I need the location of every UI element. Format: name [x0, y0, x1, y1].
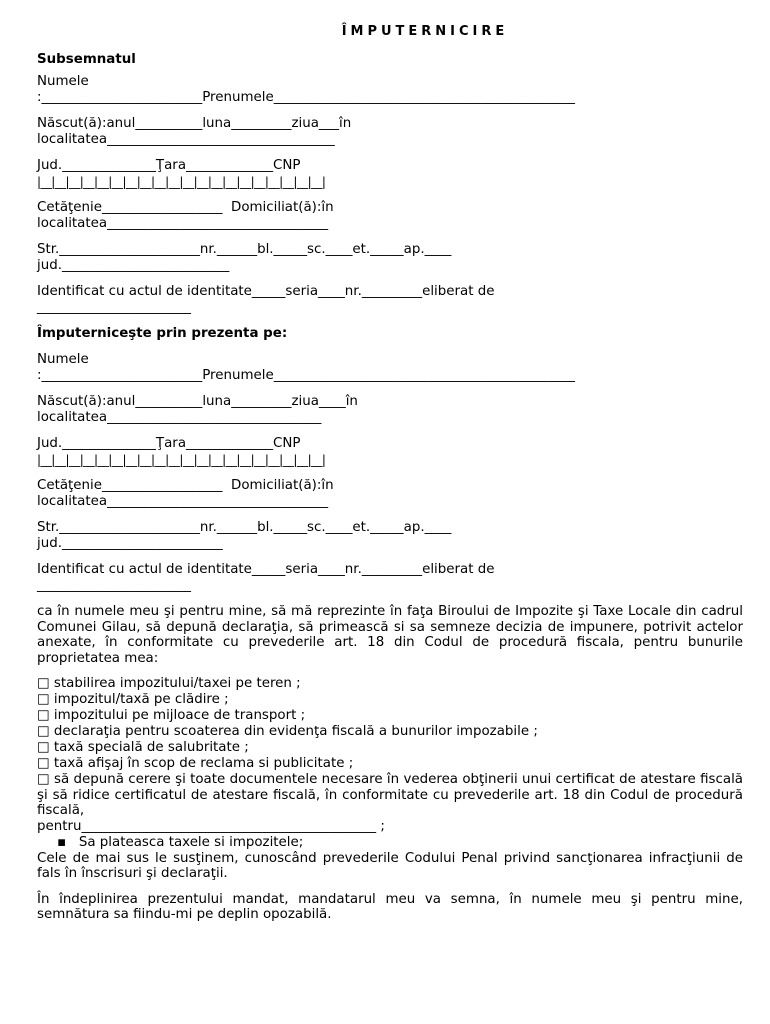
checkbox-item-vehicle-tax[interactable]: □ impozitului pe mijloace de transport ;: [37, 708, 306, 723]
grantor-birthplace-field[interactable]: localitatea__________________________________: [37, 132, 335, 147]
checkbox-item-building-tax[interactable]: □ impozitul/taxă pe clădire ;: [37, 692, 229, 707]
grantee-address-county-field[interactable]: jud.________________________: [37, 536, 223, 551]
checkbox-item-deregistration[interactable]: □ declaraţia pentru scoaterea din evidenţa fiscală a bunurilor impozabile ;: [37, 724, 538, 739]
grantor-county-country-field[interactable]: Jud.______________Ţara_____________CNP: [37, 158, 301, 173]
grantee-birth-field[interactable]: Născut(ă):anul__________luna_________ziua____în: [37, 394, 358, 409]
checkbox-list: [37, 676, 743, 835]
checkbox-item-land-tax[interactable]: □ stabilirea impozitului/taxei pe teren ;: [37, 676, 301, 691]
document-title: ÎMPUTERNICIRE: [341, 24, 509, 39]
grantee-fields: [37, 352, 743, 594]
grantor-citizenship-field[interactable]: Cetăţenie__________________ Domiciliat(ă):în: [37, 200, 334, 215]
grantor-birth-field[interactable]: Născut(ă):anul__________luna_________ziua___în: [37, 116, 352, 131]
grantee-address-field[interactable]: Str._____________________nr.______bl._____sc.____et._____ap.____: [37, 520, 452, 535]
certificate-purpose-field[interactable]: pentru____________________________________________ ;: [37, 818, 385, 834]
grantor-address-county-field[interactable]: jud._________________________: [37, 258, 230, 273]
grantor-id-issuer-field[interactable]: _______________________: [37, 300, 191, 315]
checkbox-item-advertising-tax[interactable]: □ taxă afişaj în scop de reclama si publicitate ;: [37, 756, 354, 771]
grantee-id-field[interactable]: Identificat cu actul de identitate_____seria____nr._________eliberat de: [37, 562, 495, 577]
checkbox-item-fiscal-certificate[interactable]: □ să depună cerere şi toate documentele necesare în vederea obţinerii unui certificat de atestare fiscală şi să ridice certificatul de atestare fiscală, în conformitate cu prevederile art. 18 din Codul de procedură fiscală,: [37, 772, 743, 818]
checkbox-item-sanitation-tax[interactable]: □ taxă specială de salubritate ;: [37, 740, 249, 755]
grantor-name-field[interactable]: :________________________Prenumele_____________________________________________: [37, 90, 575, 105]
closing-paragraph: În îndeplinirea prezentului mandat, mandatarul meu va semna, în numele meu şi pentru mine, semnătura sa fiindu-mi pe deplin opozabilă.: [37, 891, 743, 922]
grantor-residence-field[interactable]: localitatea_________________________________: [37, 216, 329, 231]
grantor-fields: [37, 74, 743, 316]
grantor-address-field[interactable]: Str._____________________nr.______bl._____sc.____et._____ap.____: [37, 242, 452, 257]
grantee-id-issuer-field[interactable]: _______________________: [37, 578, 191, 593]
grantee-cnp-boxes[interactable]: |__|__|__|__|__|__|__|__|__|__|__|__|__|__|__|__|__|__|__|__|: [37, 453, 326, 467]
bullet-item-pay-taxes: ▪ Sa plateasca taxele si impozitele;: [57, 834, 304, 850]
grantor-id-field[interactable]: Identificat cu actul de identitate_____seria____nr._________eliberat de: [37, 284, 495, 299]
grantee-residence-field[interactable]: localitatea_________________________________: [37, 494, 329, 509]
criminal-liability-paragraph: Cele de mai sus le susţinem, cunoscând prevederile Codului Penal privind sancţionarea infracţiunii de fals în înscrisuri şi declaraţii.: [37, 850, 743, 881]
mandate-paragraph: ca în numele meu şi pentru mine, să mă reprezinte în faţa Biroului de Impozite şi Taxe Locale din cadrul Comunei Gilau, să depună declaraţia, să primească si sa semneze decizia de impunere, potrivit actelor anexate, în conformitate cu prevederile art. 18 din Codul de procedură fiscala, pentru bunurile proprietatea mea:: [37, 604, 743, 666]
grantee-name-label: Numele: [37, 352, 89, 367]
grantor-cnp-boxes[interactable]: |__|__|__|__|__|__|__|__|__|__|__|__|__|__|__|__|__|__|__|__|: [37, 175, 326, 189]
grantee-citizenship-field[interactable]: Cetăţenie__________________ Domiciliat(ă):în: [37, 478, 334, 493]
grantee-name-field[interactable]: :________________________Prenumele_____________________________________________: [37, 368, 575, 383]
grantor-name-label: Numele: [37, 74, 89, 89]
grantee-birthplace-field[interactable]: localitatea________________________________: [37, 410, 322, 425]
grantee-county-country-field[interactable]: Jud.______________Ţara_____________CNP: [37, 436, 301, 451]
power-of-attorney-document: [37, 24, 743, 923]
section1-heading: Subsemnatul: [37, 52, 136, 67]
section2-heading: Împuterniceşte prin prezenta pe:: [37, 326, 288, 341]
